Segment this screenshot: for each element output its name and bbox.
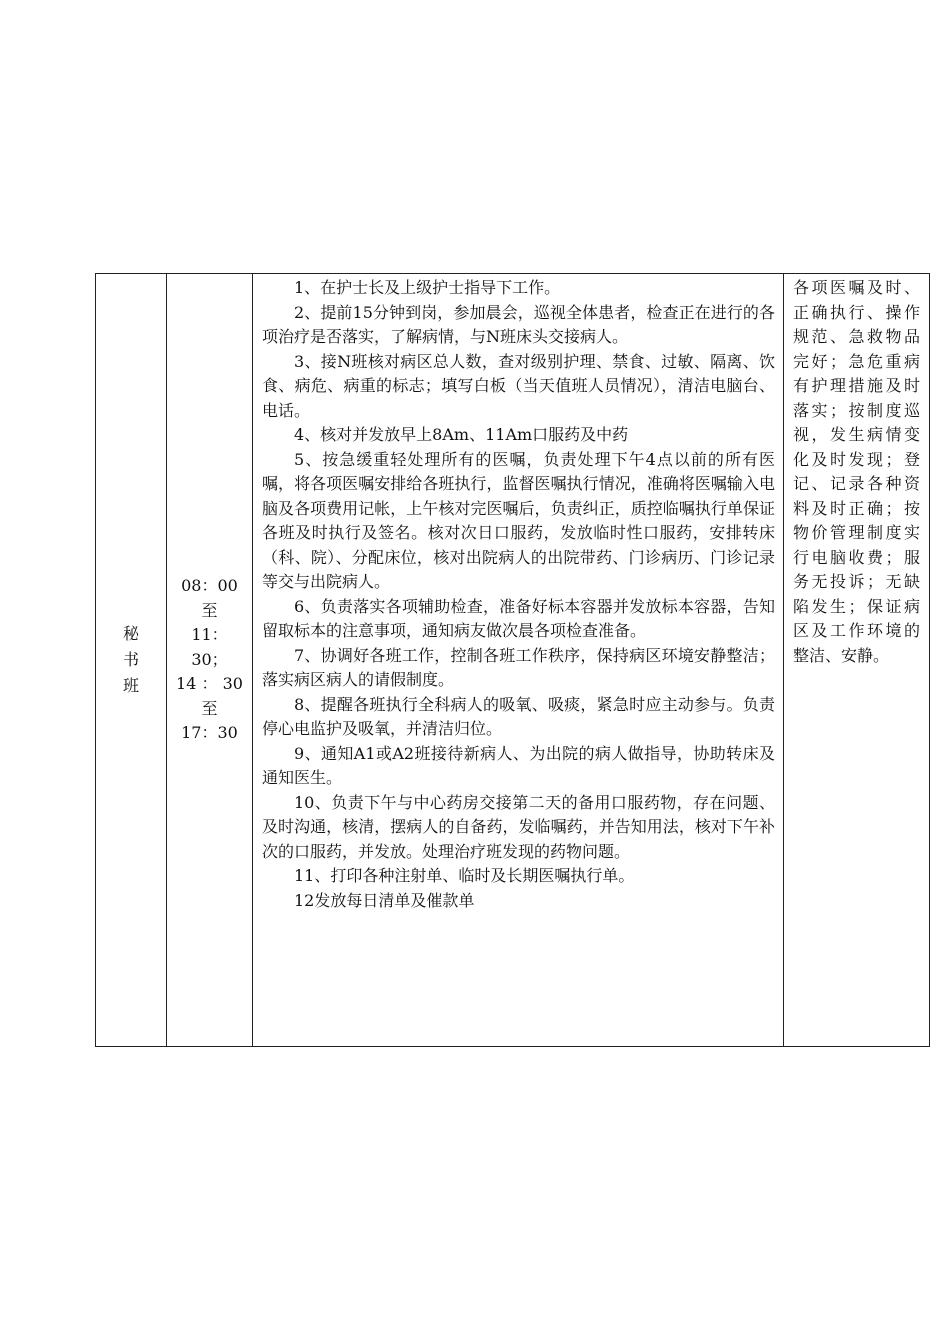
duty-item: 5、按急缓重轻处理所有的医嘱，负责处理下午4点以前的所有医嘱，将各项医嘱安排给各班执行，监督医嘱执行情况，准确将医嘱输入电脑及各项费用记帐，上午核对完医嘱后，负责纠正，质控临嘱执行单保证各班及时执行及签名。核对次日口服药，发放临时性口服药，安排转床（科、院）、分配床位，核对出院病人的出院带药、门诊病历、门诊记录等交与出院病人。 [262, 449, 775, 591]
time-line: 至 [201, 698, 218, 718]
time-line: 08：00 [181, 576, 238, 596]
duty-item: 3、接N班核对病区总人数，查对级别护理、禁食、过敏、隔离、饮食、病危、病重的标志；填写白板（当天值班人员情况），清洁电脑台、电话。 [262, 351, 775, 420]
duty-item: 11、打印各种注射单、临时及长期医嘱执行单。 [294, 866, 635, 885]
time-line: 11： [191, 625, 228, 645]
duty-item: 7、协调好各班工作，控制各班工作秩序，保持病区环境安静整洁；落实病区病人的请假制度。 [262, 645, 775, 689]
time-line: 至 [201, 600, 218, 620]
duty-item: 1、在护士长及上级护士指导下工作。 [294, 278, 561, 297]
standards-cell: 各项医嘱及时、正确执行、操作规范、急救物品完好；急危重病有护理措施及时落实；按制度巡视，发生病情变化及时发现；登记、记录各种资料及时正确；按物价管理制度实行电脑收费；服务无投诉；无缺陷发生；保证病区及工作环境的整洁、安静。 [784, 274, 930, 1047]
duty-item: 8、提醒各班执行全科病人的吸氧、吸痰，紧急时应主动参与。负责停心电监护及吸氧，并清洁归位。 [262, 694, 775, 738]
duty-item: 12发放每日清单及催款单 [294, 890, 475, 910]
duty-item: 9、通知A1或A2班接待新病人、为出院的病人做指导，协助转床及通知医生。 [262, 743, 775, 787]
time-line: 14 ： 30 [176, 674, 243, 694]
time-cell [167, 274, 253, 1047]
role-char: 书 [122, 650, 139, 669]
time-line: 17：30 [181, 723, 238, 743]
duty-item: 2、提前15分钟到岗，参加晨会，巡视全体患者，检查正在进行的各项治疗是否落实，了解病情，与N班床头交接病人。 [262, 302, 775, 346]
duties-cell [253, 274, 784, 1047]
duty-item: 4、核对并发放早上8Am、11Am口服药及中药 [294, 425, 629, 444]
role-cell [96, 274, 167, 1047]
role-char: 秘 [122, 624, 139, 643]
duty-table [95, 273, 930, 1047]
time-line: 30； [191, 649, 228, 669]
table-row [96, 274, 930, 1047]
duty-item: 6、负责落实各项辅助检查，准备好标本容器并发放标本容器，告知留取标本的注意事项，通知病友做次晨各项检查准备。 [262, 596, 775, 640]
role-char: 班 [122, 676, 139, 695]
duty-item: 10、负责下午与中心药房交接第二天的备用口服药物，存在问题、及时沟通，核清，摆病人的自备药，发临嘱药，并告知用法，核对下午补次的口服药，并发放。处理治疗班发现的药物问题。 [262, 792, 775, 861]
